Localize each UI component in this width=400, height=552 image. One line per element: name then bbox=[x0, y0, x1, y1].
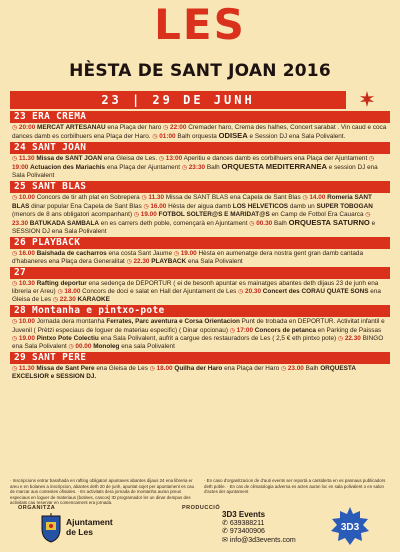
event-detail: Balh orquesta bbox=[177, 133, 219, 141]
day-header: 26 PLAYBACK bbox=[10, 237, 390, 249]
event-detail: ena Plaça der Ajuntament bbox=[105, 164, 182, 172]
event-detail: dinar popular Ena Capela de Sant Blas bbox=[29, 202, 144, 210]
event-time: 11.30 bbox=[148, 194, 165, 202]
event-title: Romeria SANT BLAS bbox=[12, 194, 372, 210]
event-time: 22.30 bbox=[344, 334, 361, 342]
day-events bbox=[10, 155, 390, 180]
event-time: 10.30 bbox=[18, 280, 35, 288]
day-section bbox=[10, 305, 390, 350]
event-title: Monoleg bbox=[93, 342, 120, 350]
clock-icon: ◷ bbox=[302, 195, 310, 202]
event-time: 18.00 bbox=[64, 288, 81, 296]
event-time: 10.00 bbox=[18, 318, 35, 326]
event-detail: ena Sala Polivalent, aufrit a cargue des restauradors de Les ( 2,5 € eth pintxo pote) bbox=[98, 334, 338, 342]
event-title: Pintxo Pote Colectiu bbox=[36, 334, 99, 342]
event-time: 00.30 bbox=[256, 219, 273, 227]
clock-icon: ◷ bbox=[12, 156, 19, 163]
event-title: BATUKADA SAMBALA bbox=[29, 219, 100, 227]
day-header: 25 SANT BLAS bbox=[10, 181, 390, 193]
clock-icon: ◷ bbox=[126, 259, 134, 266]
program-list bbox=[10, 111, 390, 382]
event-detail: ena Gleisa de Les. bbox=[102, 155, 159, 163]
occitan-cross-icon bbox=[358, 90, 376, 108]
event-detail: Cremader haro, Crema des halhes, Concert sarabat . Vin caud e coca dances damb es corbilhuers ena Plaça der Haro. bbox=[12, 124, 387, 141]
event-title: SUPER TOBOGAN bbox=[316, 202, 373, 210]
clock-icon: ◷ bbox=[12, 281, 19, 288]
event-detail: Aperitiu e dances damb es corbilhuers ena Plaça der Ajuntament bbox=[183, 155, 370, 163]
clock-icon: ◷ bbox=[158, 156, 166, 163]
event-detail: Balh bbox=[273, 219, 289, 227]
day-section bbox=[10, 352, 390, 381]
day-section bbox=[10, 237, 390, 266]
event-detail: e session DJ ena Sala Polivalent bbox=[12, 164, 378, 180]
clock-icon: ◷ bbox=[12, 365, 19, 372]
event-detail: en Parking de Paissas bbox=[315, 326, 382, 334]
clock-icon: ◷ bbox=[173, 250, 181, 257]
event-detail: Concors de doci e salat en Hall der Ajuntament de Les bbox=[82, 288, 239, 296]
producer-logo-text: 3D3 bbox=[340, 522, 360, 533]
event-time: 00.00 bbox=[75, 342, 92, 350]
clock-icon: ◷ bbox=[52, 297, 60, 304]
event-detail: en Camp de Fotbol Era Cauarca bbox=[269, 210, 366, 218]
event-detail: ena Plaça der Haro bbox=[222, 364, 281, 372]
event-time: 11.30 bbox=[18, 364, 35, 372]
producer-label: PRODUCCIÓ bbox=[182, 505, 221, 511]
event-title: MERCAT ARTESANAU bbox=[37, 124, 106, 131]
event-time: 16.00 bbox=[150, 202, 167, 210]
event-title: KARAOKE bbox=[77, 296, 110, 304]
phone-2: ✆ 973400906 bbox=[222, 528, 265, 535]
event-time: 14.00 bbox=[309, 194, 326, 202]
footnote-right: · En caso d'organitzacion de d'auti events ser reportà a cantiderta en es pannaus publicadors deth poble. · En cas de climatologia adversa es actes auran loc en sala polivalent o en salon d'actes der ajuntament bbox=[204, 478, 386, 494]
event-detail: Balh bbox=[206, 164, 222, 172]
producer-name: 3D3 Events bbox=[222, 510, 266, 519]
event-detail: ena Plaça der haro bbox=[105, 124, 164, 131]
date-range-bar: 23 | 29 DE JUNH bbox=[10, 91, 346, 109]
day-events bbox=[10, 365, 390, 381]
event-time: 19.00 bbox=[180, 249, 197, 257]
event-title: PLAYBACK bbox=[151, 258, 187, 266]
day-header: 27 bbox=[10, 267, 390, 279]
event-detail: Hèsta der aigua damb bbox=[168, 202, 233, 210]
event-detail: ena Sala Polivalent bbox=[186, 258, 243, 266]
clock-icon: ◷ bbox=[229, 327, 237, 334]
event-time: 13:00 bbox=[165, 155, 183, 163]
event-detail: Hèsta en aumenatge dera nostra gent gran damb cantada d'habaneres ena Plaça dera Generalitat bbox=[12, 249, 364, 266]
event-detail: ena sala Polivalent bbox=[119, 342, 175, 350]
event-detail: e SESSION DJ ena Sala Polivalent bbox=[12, 219, 376, 235]
clock-icon: ◷ bbox=[12, 125, 19, 131]
event-time: 23.30 bbox=[12, 219, 28, 227]
event-detail: (menors de 8 ans obligatori acompanhant) bbox=[12, 210, 134, 218]
day-section bbox=[10, 267, 390, 304]
day-events bbox=[10, 124, 390, 141]
producer-contact bbox=[222, 511, 296, 545]
day-header: 29 SANT PERE bbox=[10, 352, 390, 364]
event-title: Ferrates, Parc aventura e Corsa Orientacion bbox=[106, 318, 240, 326]
day-events bbox=[10, 250, 390, 266]
clock-icon: ◷ bbox=[249, 220, 257, 227]
clock-icon: ◷ bbox=[12, 250, 19, 257]
day-header: 23 ERA CREMA bbox=[10, 111, 390, 123]
email: ✉ info@3d3events.com bbox=[222, 536, 296, 544]
clock-icon: ◷ bbox=[57, 289, 65, 296]
event-time: 22.30 bbox=[133, 258, 150, 266]
event-time: 20:00 bbox=[18, 124, 36, 131]
day-header: 28 Montanha e pintxo-pote bbox=[10, 305, 390, 317]
clock-icon: ◷ bbox=[141, 195, 149, 202]
event-title: Missa de SANT JOAN bbox=[36, 155, 103, 163]
day-section bbox=[10, 142, 390, 180]
event-time: 01:00 bbox=[159, 133, 176, 141]
clock-icon: ◷ bbox=[238, 289, 246, 296]
clock-icon: ◷ bbox=[181, 165, 189, 172]
organizer-label: ORGANITZA bbox=[18, 505, 56, 511]
day-events bbox=[10, 318, 390, 350]
clock-icon: ◷ bbox=[369, 156, 375, 163]
clock-icon: ◷ bbox=[365, 211, 371, 218]
event-headliner: ORQUESTA MEDITERRANEA bbox=[221, 162, 327, 172]
event-detail: Balh bbox=[305, 364, 321, 372]
municipality-name: Ajuntament de Les bbox=[66, 517, 113, 537]
poster-title: LES bbox=[154, 0, 246, 49]
event-time: 22:00 bbox=[170, 124, 187, 131]
clock-icon: ◷ bbox=[133, 211, 141, 218]
event-time: 19.00 bbox=[18, 334, 35, 342]
event-title: Quilha der Haro bbox=[174, 364, 223, 372]
clock-icon: ◷ bbox=[163, 125, 171, 131]
phone-1: ✆ 639388211 bbox=[222, 519, 265, 527]
event-detail: Missa de SANT BLAS ena Capela de Sant Blas bbox=[165, 194, 303, 202]
footnote-left: · Inscripcions entrar basshada en rafting obligatori apuntaves abantes dijaus 24 ena libreria er areu e en bolanes a inscripcion, abantes deth 20 de junh, apuntat sojet per apuntament es cau de marcar aus contestes ofisiales. · Es activitats dera jornada de montanha auran preus especiaus en loguer de materiaus (botines, cascos) ID programador ler un dinar dempus des activitats cau reservar en comencament era jornada. bbox=[10, 478, 195, 505]
event-detail: en es carrers deth poble, començarà en Ajuntament bbox=[99, 219, 250, 227]
event-title: Concert des CORAU QUATE SONS bbox=[262, 288, 369, 296]
coat-of-arms-icon bbox=[40, 513, 62, 543]
event-detail: BINGO ena Sala Polivalent bbox=[12, 334, 384, 350]
event-time: 19:00 bbox=[12, 164, 29, 172]
day-header: 24 SANT JOAN bbox=[10, 142, 390, 154]
event-time: 23:30 bbox=[188, 164, 206, 172]
day-section bbox=[10, 111, 390, 141]
event-time: 11.30 bbox=[18, 155, 35, 163]
day-events bbox=[10, 280, 390, 304]
clock-icon: ◷ bbox=[12, 195, 19, 202]
event-time: 22.30 bbox=[59, 296, 76, 304]
event-headliner: ODISEA bbox=[218, 131, 248, 141]
event-time: 16.00 bbox=[18, 249, 35, 257]
producer-logo bbox=[330, 506, 370, 546]
day-section bbox=[10, 181, 390, 235]
event-title: Actuacion des Mariachis bbox=[30, 164, 106, 172]
event-detail: Concors de tir ath plat en Sobrepera bbox=[36, 194, 142, 202]
event-time: 17:00 bbox=[236, 326, 254, 334]
event-detail: ena sedença de DEPORTUR ( ei de besonh apuntar es mainatges abantes deth dijaus 23 de junh ena libreria er Areu) bbox=[12, 280, 379, 296]
clock-icon: ◷ bbox=[68, 343, 76, 350]
event-title: Baishada de cacharros bbox=[36, 249, 107, 257]
event-detail: damb un bbox=[288, 202, 317, 210]
event-title: ORQUESTA EXCELSIOR e SESSION DJ. bbox=[12, 364, 356, 380]
poster-subtitle: HÈSTA DE SANT JOAN 2016 bbox=[69, 61, 331, 81]
event-title: Concors de petanca bbox=[254, 326, 316, 334]
event-headliner: ORQUESTA SATURNO bbox=[288, 217, 370, 227]
clock-icon: ◷ bbox=[337, 335, 345, 342]
event-detail: Punt de trobada en DEPORTUR. Activitat infantil e Juvenil ( Prètzi especiaus de loguer de materiau especific) ( Dinar opcionau) bbox=[12, 318, 385, 334]
clock-icon: ◷ bbox=[149, 365, 157, 372]
clock-icon: ◷ bbox=[12, 335, 19, 342]
event-time: 10.00 bbox=[18, 194, 35, 202]
event-title: FOTBOL SOLTER@S E MARIDAT@S bbox=[158, 210, 270, 218]
event-title: Missa de Sant Pere bbox=[36, 364, 95, 372]
clock-icon: ◷ bbox=[143, 203, 151, 210]
clock-icon: ◷ bbox=[12, 319, 19, 326]
clock-icon: ◷ bbox=[280, 365, 288, 372]
event-time: 19.00 bbox=[140, 210, 157, 218]
event-detail: ena Gleisa de Les bbox=[12, 288, 381, 304]
event-title: LOS HELVETICOS bbox=[232, 202, 289, 210]
event-detail: ena costa Sant Jaume bbox=[106, 249, 174, 257]
event-time: 18.00 bbox=[156, 364, 173, 372]
event-detail: e Session DJ ena Sala Polivalent. bbox=[247, 133, 346, 141]
event-detail: ena Gleisa de Les bbox=[94, 364, 150, 372]
event-time: 20.30 bbox=[245, 288, 262, 296]
event-time: 23.00 bbox=[287, 364, 304, 372]
clock-icon: ◷ bbox=[152, 134, 160, 141]
event-title: Rafting deportur bbox=[36, 280, 87, 288]
event-detail: Jornada dera montanha bbox=[36, 318, 107, 326]
day-events bbox=[10, 194, 390, 235]
